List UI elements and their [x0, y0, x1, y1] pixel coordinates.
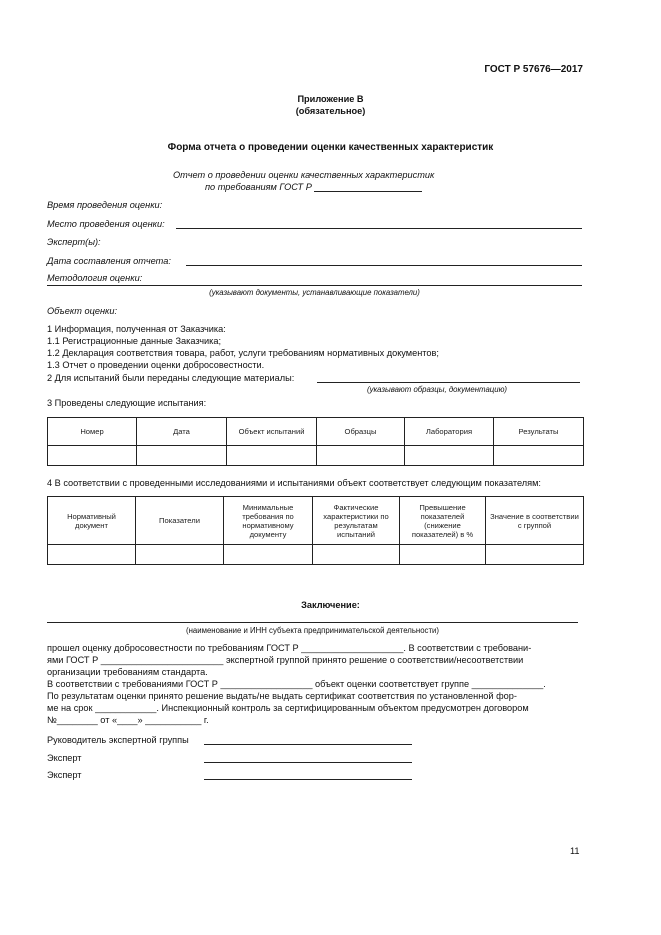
field-object: Объект оценки:: [47, 306, 118, 316]
field-time: Время проведения оценки:: [47, 200, 163, 210]
tests-col-results: Результаты: [494, 418, 584, 446]
table-row: [48, 545, 584, 565]
appendix-subtitle: (обязательное): [295, 106, 366, 116]
form-title: Форма отчета о проведении оценки качественных характеристик: [167, 142, 494, 153]
tests-col-date: Дата: [137, 418, 227, 446]
signature-head-label: Руководитель экспертной группы: [47, 735, 189, 745]
gost-number-line: [314, 191, 422, 192]
indicators-col-excess: Превышение показателей (снижение показателей) в %: [400, 497, 486, 545]
field-place: Место проведения оценки:: [47, 219, 165, 229]
section3-title: 3 Проведены следующие испытания:: [47, 398, 207, 408]
report-heading-line2: по требованиям ГОСТ Р: [205, 182, 312, 192]
indicators-table: [47, 496, 584, 565]
tests-table: [47, 417, 584, 466]
tests-col-number: Номер: [48, 418, 137, 446]
conclusion-p2: В соответствии с требованиями ГОСТ Р __________________ объект оценки соответствует группе ______________.: [47, 679, 546, 689]
field-date: Дата составления отчета:: [47, 256, 171, 266]
field-place-line: [176, 228, 582, 229]
conclusion-p1-line2: ями ГОСТ Р ________________________ экспертной группой принято решение о соответствии/несоответствии: [47, 655, 524, 665]
report-heading-line1: Отчет о проведении оценки качественных характеристик: [173, 170, 435, 180]
field-methodology-hint: (указывают документы, устанавливающие показатели): [209, 288, 420, 297]
conclusion-p1-line3: организации требованиям стандарта.: [47, 667, 208, 677]
tests-col-object: Объект испытаний: [227, 418, 317, 446]
section4-title: 4 В соответствии с проведенными исследованиями и испытаниями объект соответствует следующим показателям:: [47, 478, 541, 488]
tests-col-samples: Образцы: [317, 418, 405, 446]
conclusion-hint: (наименование и ИНН субъекта предпринимательской деятельности): [186, 626, 439, 635]
signature-expert2-label: Эксперт: [47, 770, 82, 780]
signature-expert2-line: [204, 779, 412, 780]
indicators-col-actual: Фактические характеристики по результатам испытаний: [313, 497, 400, 545]
conclusion-subject-line: [47, 622, 578, 623]
table-row: [48, 446, 584, 466]
signature-expert1-line: [204, 762, 412, 763]
doc-code: ГОСТ Р 57676—2017: [484, 64, 583, 75]
section1-item-2: 1.2 Декларация соответствия товара, работ, услуги требованиям нормативных документов;: [47, 348, 439, 358]
conclusion-p3-line2: ме на срок ____________. Инспекционный контроль за сертифицированным объектом предусмотрен договором: [47, 703, 529, 713]
signature-head-line: [204, 744, 412, 745]
field-experts: Эксперт(ы):: [47, 237, 101, 247]
section2-hint: (указывают образцы, документацию): [367, 385, 508, 394]
section1-item-1: 1.1 Регистрационные данные Заказчика;: [47, 336, 222, 346]
indicators-col-indicators: Показатели: [136, 497, 224, 545]
tests-col-laboratory: Лаборатория: [405, 418, 494, 446]
field-date-line: [186, 265, 582, 266]
conclusion-p1-line1: прошел оценку добросовестности по требованиям ГОСТ Р ____________________. В соответствии с требовани-: [47, 643, 532, 653]
indicators-col-doc: Нормативный документ: [48, 497, 136, 545]
tests-table-header: [48, 418, 584, 446]
appendix-title: Приложение В: [297, 94, 364, 104]
conclusion-p3-line3: №________ от «____» ___________ г.: [47, 715, 209, 725]
section1-title: 1 Информация, полученная от Заказчика:: [47, 324, 226, 334]
field-methodology: Методология оценки:: [47, 273, 143, 283]
section1-item-3: 1.3 Отчет о проведении оценки добросовестности.: [47, 360, 265, 370]
section2-title: 2 Для испытаний были переданы следующие материалы:: [47, 373, 295, 383]
page-number: 11: [570, 846, 580, 856]
indicators-col-group-value: Значение в соответствии с группой: [486, 497, 584, 545]
field-methodology-line: [47, 285, 582, 286]
signature-expert1-label: Эксперт: [47, 753, 82, 763]
conclusion-p3-line1: По результатам оценки принято решение выдать/не выдать сертификат соответствия по установленной фор-: [47, 691, 517, 701]
indicators-col-min-req: Минимальные требования по нормативному документу: [224, 497, 313, 545]
section2-line: [317, 382, 580, 383]
conclusion-title: Заключение:: [301, 600, 360, 610]
indicators-table-header: [48, 497, 584, 545]
